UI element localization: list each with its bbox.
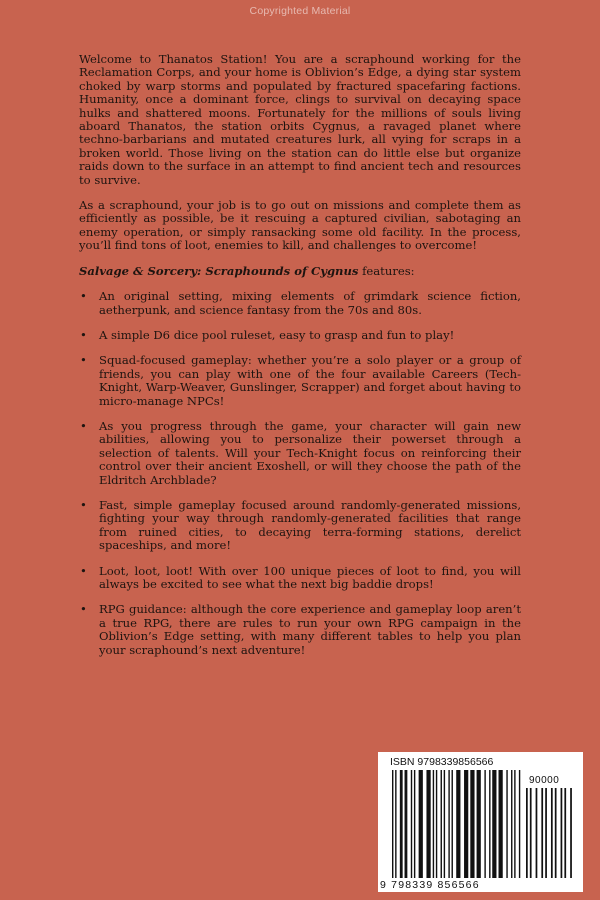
barcode-bar (470, 770, 474, 878)
feature-item: • A simple D6 dice pool ruleset, easy to grasp and fun to play! (79, 329, 521, 342)
barcode-bar (444, 770, 445, 878)
mission-paragraph: As a scraphound, your job is to go out on missions and complete them as efficiently as possible, be it rescuing a captured civilian, sabotaging an enemy operation, or simply ransacking some old facility. In the process, you’ll find tons of loot, enemies to kill, and challenges to overcome! (79, 198, 521, 253)
barcode-bar (464, 770, 468, 878)
barcode-bar (456, 770, 460, 878)
barcode-bar (570, 788, 572, 878)
barcode-bar (452, 770, 453, 878)
feature-item: • As you progress through the game, your character will gain new abilities, allowing you to personalize their powerset through a selection of talents. Will your Tech-Knight focus on reinforcing their control over their ancient Exoshell, or will they choose the path of the Eldritch Archblade? (79, 420, 521, 487)
features-suffix: features: (358, 263, 415, 278)
barcode-bar (506, 770, 507, 878)
feature-item: • An original setting, mixing elements of grimdark science fiction, aetherpunk, and science fantasy from the 70s and 80s. (79, 290, 521, 317)
barcode-bar (411, 770, 412, 878)
barcode-bar (426, 770, 430, 878)
barcode-bars-icon (392, 770, 522, 878)
features-heading (79, 265, 521, 278)
feature-item: • RPG guidance: although the core experience and gameplay loop aren’t a true RPG, there are rules to run your own RPG campaign in the Oblivion’s Edge setting, with many different tables to help you plan your scraphound’s next adventure! (79, 603, 521, 657)
barcode-bar (484, 770, 485, 878)
barcode-bar (545, 788, 547, 878)
back-cover-text (79, 53, 521, 669)
price-code: 90000 (529, 775, 560, 786)
features-title: Salvage & Sorcery: Scraphounds of Cygnus (79, 263, 359, 278)
barcode-bar (551, 788, 553, 878)
barcode-bar (489, 770, 490, 878)
barcode-bar (526, 788, 528, 878)
barcode-bar (477, 770, 481, 878)
feature-item: • Fast, simple gameplay focused around randomly-generated missions, fighting your way through randomly-generated facilities that range from ruined cities, to decaying terra-forming stations, derelict spaceships, and more! (79, 499, 521, 553)
isbn-label: ISBN 9798339856566 (390, 756, 494, 768)
barcode-bar (561, 788, 563, 878)
barcode-bar (419, 770, 423, 878)
barcode-bar (511, 770, 512, 878)
barcode-digits: 9 798339 856566 (380, 879, 480, 891)
barcode-bar (414, 770, 415, 878)
barcode-bar (433, 770, 434, 878)
barcode-bar (400, 770, 403, 878)
intro-paragraph: Welcome to Thanatos Station! You are a scraphound working for the Reclamation Corps, and your home is Oblivion’s Edge, a dying star system choked by warp storms and populated by fractured spacefaring factions. Humanity, once a dominant force, clings to survival on decaying space hulks and shattered moons. Fortunately for the millions of souls living aboard Thanatos, the station orbits Cygnus, a ravaged planet where techno-barbarians and mutated creatures lurk, all vying for scraps in a broken world. Those living on the station can do little else but organize raids down to the surface in an attempt to find ancient tech and resources to survive. (79, 52, 521, 187)
barcode-bar (392, 770, 393, 878)
barcode-bar (492, 770, 496, 878)
addon-barcode-bars-icon (526, 788, 574, 878)
feature-item: • Loot, loot, loot! With over 100 unique pieces of loot to find, you will always be excited to see what the next big baddie drops! (79, 565, 521, 592)
barcode-bar (448, 770, 449, 878)
barcode-bar (519, 770, 520, 878)
barcode-bar (530, 788, 532, 878)
features-list (79, 290, 521, 657)
barcode-bar (564, 788, 566, 878)
barcode-bar (499, 770, 503, 878)
feature-item: • Squad-focused gameplay: whether you’re a solo player or a group of friends, you can play with one of the four available Careers (Tech-Knight, Warp-Weaver, Gunslinger, Scrapper) and forget about having to micro-manage NPCs! (79, 354, 521, 408)
barcode-bar (555, 788, 557, 878)
isbn-barcode-box (378, 752, 583, 892)
barcode-bar (541, 788, 543, 878)
barcode-bar (536, 788, 538, 878)
barcode-bar (405, 770, 408, 878)
barcode-bar (436, 770, 437, 878)
copyright-watermark: Copyrighted Material (249, 5, 351, 17)
barcode-bar (514, 770, 515, 878)
barcode-bar (395, 770, 396, 878)
barcode-bar (441, 770, 442, 878)
